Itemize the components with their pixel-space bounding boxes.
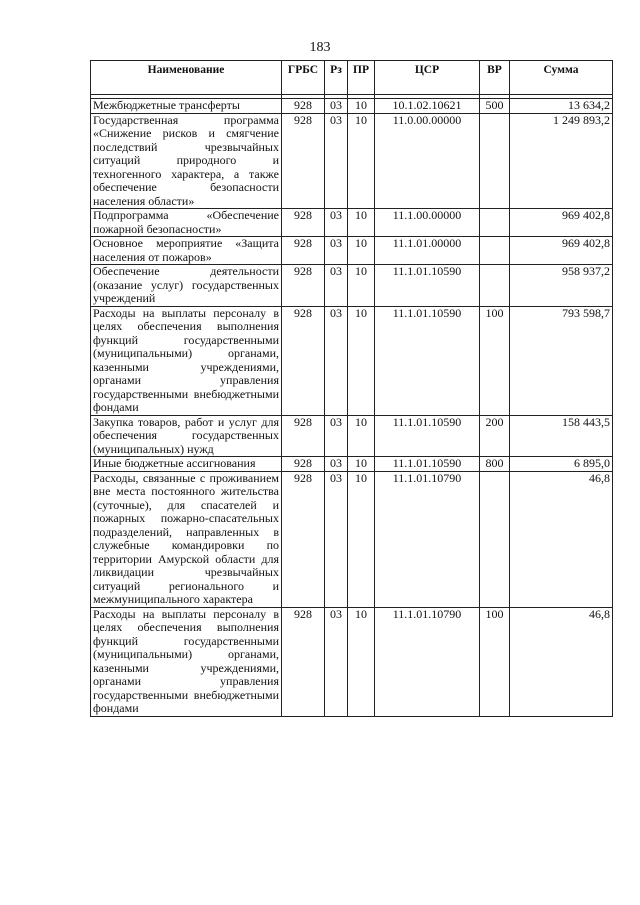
cell-csr: 11.1.01.10590: [375, 306, 480, 415]
cell-csr: 11.0.00.00000: [375, 113, 480, 209]
cell-name: Межбюджетные трансферты: [91, 99, 282, 114]
cell-vr: 100: [480, 607, 510, 716]
cell-name: Государственная программа «Снижение рисков и смягчение последствий чрезвычайных ситуаций природного и техногенного характера, а также обеспечение безопасности населения области»: [91, 113, 282, 209]
cell-sum: 6 895,0: [510, 457, 613, 472]
table-row: [91, 457, 613, 472]
cell-sum: 46,8: [510, 607, 613, 716]
cell-rz: 03: [325, 306, 348, 415]
cell-pr: 10: [348, 209, 375, 237]
cell-name: Основное мероприятие «Защита населения от пожаров»: [91, 237, 282, 265]
cell-csr: 11.1.00.00000: [375, 209, 480, 237]
table-row: [91, 99, 613, 114]
cell-name: Расходы, связанные с проживанием вне места постоянного жительства (суточные), для спасателей и пожарных пожарно-спасательных подразделений, направленных в служебные командировки по территории Амурской области для ликвидации чрезвычайных ситуаций регионального и межмуниципального характера: [91, 471, 282, 607]
cell-csr: 10.1.02.10621: [375, 99, 480, 114]
cell-pr: 10: [348, 471, 375, 607]
table-row: [91, 209, 613, 237]
cell-sum: 1 249 893,2: [510, 113, 613, 209]
cell-grbs: 928: [282, 415, 325, 457]
cell-vr: [480, 237, 510, 265]
cell-grbs: 928: [282, 113, 325, 209]
cell-pr: 10: [348, 607, 375, 716]
cell-grbs: 928: [282, 471, 325, 607]
cell-vr: [480, 471, 510, 607]
cell-pr: 10: [348, 306, 375, 415]
table-header-row: [91, 61, 613, 95]
cell-name: Закупка товаров, работ и услуг для обеспечения государственных (муниципальных) нужд: [91, 415, 282, 457]
cell-rz: 03: [325, 415, 348, 457]
cell-vr: 800: [480, 457, 510, 472]
budget-table: [90, 60, 613, 717]
cell-rz: 03: [325, 607, 348, 716]
header-rz: Рз: [325, 61, 348, 95]
header-pr: ПР: [348, 61, 375, 95]
cell-grbs: 928: [282, 99, 325, 114]
cell-rz: 03: [325, 457, 348, 472]
cell-grbs: 928: [282, 265, 325, 307]
table-row: [91, 237, 613, 265]
cell-rz: 03: [325, 209, 348, 237]
cell-sum: 969 402,8: [510, 209, 613, 237]
cell-grbs: 928: [282, 306, 325, 415]
cell-vr: 500: [480, 99, 510, 114]
cell-pr: 10: [348, 99, 375, 114]
cell-csr: 11.1.01.10590: [375, 457, 480, 472]
cell-vr: [480, 209, 510, 237]
table-row: [91, 415, 613, 457]
table-row: [91, 113, 613, 209]
cell-rz: 03: [325, 265, 348, 307]
header-sum: Сумма: [510, 61, 613, 95]
cell-sum: 969 402,8: [510, 237, 613, 265]
table-row: [91, 265, 613, 307]
cell-grbs: 928: [282, 237, 325, 265]
cell-grbs: 928: [282, 209, 325, 237]
cell-vr: 200: [480, 415, 510, 457]
cell-name: Расходы на выплаты персоналу в целях обеспечения выполнения функций государственными (муниципальными) органами, казенными учреждениями, органами управления государственными внебюджетными фондами: [91, 607, 282, 716]
cell-csr: 11.1.01.10790: [375, 471, 480, 607]
cell-csr: 11.1.01.10590: [375, 265, 480, 307]
cell-sum: 793 598,7: [510, 306, 613, 415]
cell-csr: 11.1.01.10790: [375, 607, 480, 716]
cell-pr: 10: [348, 415, 375, 457]
cell-vr: [480, 113, 510, 209]
cell-name: Подпрограмма «Обеспечение пожарной безопасности»: [91, 209, 282, 237]
cell-sum: 13 634,2: [510, 99, 613, 114]
cell-sum: 158 443,5: [510, 415, 613, 457]
cell-pr: 10: [348, 237, 375, 265]
cell-pr: 10: [348, 113, 375, 209]
cell-name: Иные бюджетные ассигнования: [91, 457, 282, 472]
cell-rz: 03: [325, 471, 348, 607]
cell-sum: 958 937,2: [510, 265, 613, 307]
cell-sum: 46,8: [510, 471, 613, 607]
table-row: [91, 471, 613, 607]
table-row: [91, 607, 613, 716]
cell-csr: 11.1.01.10590: [375, 415, 480, 457]
cell-rz: 03: [325, 113, 348, 209]
header-grbs: ГРБС: [282, 61, 325, 95]
table-row: [91, 306, 613, 415]
cell-pr: 10: [348, 265, 375, 307]
cell-name: Обеспечение деятельности (оказание услуг) государственных учреждений: [91, 265, 282, 307]
page-number: 183: [309, 40, 331, 55]
cell-rz: 03: [325, 237, 348, 265]
cell-grbs: 928: [282, 607, 325, 716]
header-vr: ВР: [480, 61, 510, 95]
header-csr: ЦСР: [375, 61, 480, 95]
cell-csr: 11.1.01.00000: [375, 237, 480, 265]
cell-name: Расходы на выплаты персоналу в целях обеспечения выполнения функций государственными (муниципальными) органами, казенными учреждениями, органами управления государственными внебюджетными фондами: [91, 306, 282, 415]
cell-rz: 03: [325, 99, 348, 114]
cell-pr: 10: [348, 457, 375, 472]
cell-vr: 100: [480, 306, 510, 415]
cell-grbs: 928: [282, 457, 325, 472]
cell-vr: [480, 265, 510, 307]
header-name: Наименование: [91, 61, 282, 95]
